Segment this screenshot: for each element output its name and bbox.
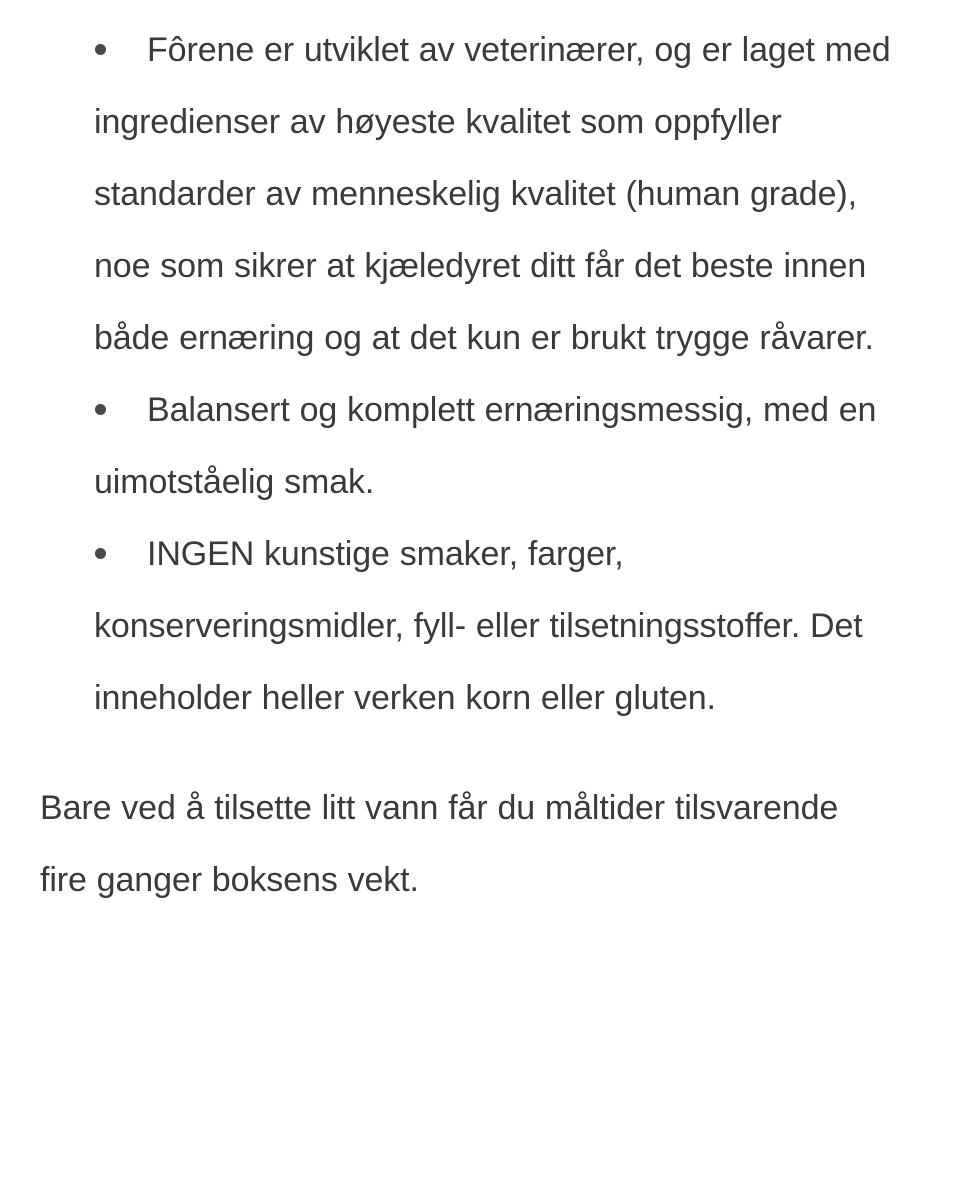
list-item — [40, 14, 920, 374]
bullet-icon — [95, 548, 106, 559]
product-feature-list — [40, 14, 920, 734]
list-item-text: INGEN kunstige smaker, farger, konserveringsmidler, fyll- eller tilsetningsstoffer. Det inneholder heller verken korn eller gluten. — [94, 535, 863, 717]
bullet-icon — [95, 404, 106, 415]
bullet-icon — [95, 44, 106, 55]
list-item-text: Fôrene er utviklet av veterinærer, og er laget med ingredienser av høyeste kvalitet som oppfyller standarder av menneskelig kvalitet (human grade), noe som sikrer at kjæledyret ditt får det beste innen både ernæring og at det kun er brukt trygge råvarer. — [94, 31, 891, 357]
list-item-text: Balansert og komplett ernæringsmessig, med en uimotståelig smak. — [94, 391, 877, 501]
list-item — [40, 374, 920, 518]
closing-paragraph: Bare ved å tilsette litt vann får du måltider tilsvarende fire ganger boksens vekt. — [40, 789, 839, 899]
list-item — [40, 518, 920, 734]
